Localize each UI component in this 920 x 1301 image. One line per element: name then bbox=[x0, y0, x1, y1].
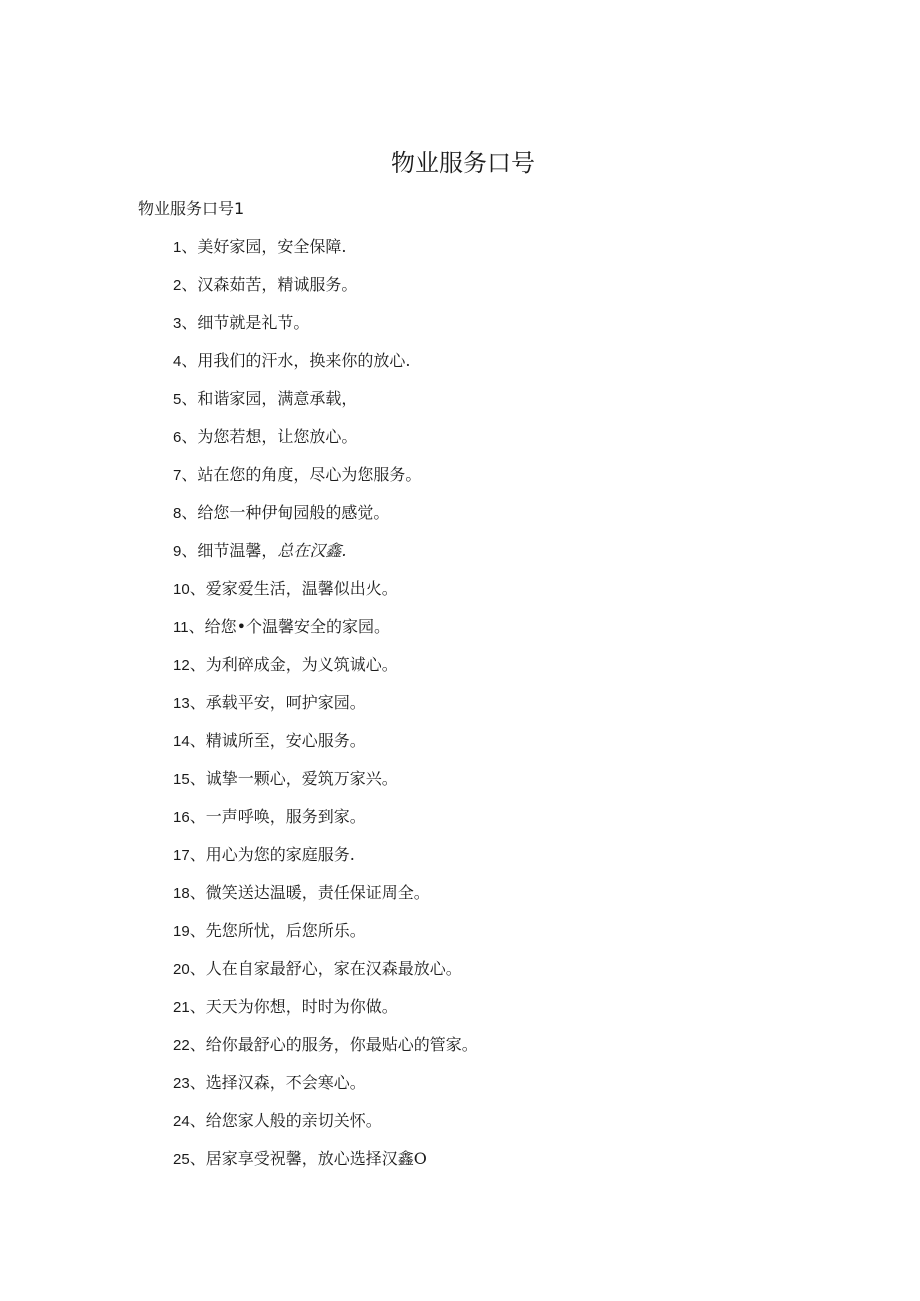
list-item bbox=[173, 235, 478, 273]
list-item bbox=[173, 387, 478, 425]
item-number: 8 bbox=[173, 505, 182, 522]
item-separator: 、 bbox=[181, 313, 198, 332]
item-number: 24 bbox=[173, 1113, 190, 1130]
item-separator: 、 bbox=[188, 617, 205, 636]
list-item bbox=[173, 577, 478, 615]
item-text: 承载平安，呵护家园。 bbox=[205, 693, 366, 712]
list-item bbox=[173, 1147, 478, 1185]
item-number: 4 bbox=[173, 353, 182, 370]
item-separator: 、 bbox=[181, 237, 198, 256]
list-item bbox=[173, 843, 478, 881]
item-number: 1 bbox=[173, 239, 182, 256]
item-text: 用心为您的家庭服务. bbox=[205, 845, 355, 864]
item-separator: 、 bbox=[181, 427, 198, 446]
item-text: 为利碎成金，为义筑诚心。 bbox=[205, 655, 398, 674]
list-item bbox=[173, 501, 478, 539]
item-separator: 、 bbox=[181, 503, 198, 522]
list-item bbox=[173, 539, 478, 577]
item-number: 15 bbox=[173, 771, 190, 788]
item-text: 为您若想，让您放心。 bbox=[197, 427, 358, 446]
list-item bbox=[173, 273, 478, 311]
item-separator: 、 bbox=[181, 541, 198, 560]
item-text: 一声呼唤，服务到家。 bbox=[205, 807, 366, 826]
item-separator: 、 bbox=[189, 1073, 206, 1092]
item-number: 23 bbox=[173, 1075, 190, 1092]
document-title: 物业服务口号 bbox=[391, 149, 535, 177]
item-number: 16 bbox=[173, 809, 190, 826]
item-number: 18 bbox=[173, 885, 190, 902]
item-text: 细节就是礼节。 bbox=[197, 313, 310, 332]
item-text: 汉森茹苦，精诚服务。 bbox=[197, 275, 358, 294]
item-text: 美好家园，安全保障. bbox=[197, 237, 347, 256]
item-separator: 、 bbox=[189, 845, 206, 864]
list-item bbox=[173, 957, 478, 995]
list-item bbox=[173, 1033, 478, 1071]
item-separator: 、 bbox=[181, 351, 198, 370]
item-number: 25 bbox=[173, 1151, 190, 1168]
item-separator: 、 bbox=[181, 389, 198, 408]
list-item bbox=[173, 881, 478, 919]
item-number: 22 bbox=[173, 1037, 190, 1054]
list-item bbox=[173, 729, 478, 767]
list-item bbox=[173, 767, 478, 805]
item-separator: 、 bbox=[181, 465, 198, 484]
item-text: 选择汉森，不会寒心。 bbox=[205, 1073, 366, 1092]
item-number: 17 bbox=[173, 847, 190, 864]
item-number: 5 bbox=[173, 391, 182, 408]
list-item bbox=[173, 311, 478, 349]
list-item bbox=[173, 995, 478, 1033]
list-item bbox=[173, 919, 478, 957]
item-text: 细节温馨， bbox=[197, 541, 278, 560]
item-separator: 、 bbox=[189, 655, 206, 674]
item-separator: 、 bbox=[189, 731, 206, 750]
item-number: 14 bbox=[173, 733, 190, 750]
item-number: 19 bbox=[173, 923, 190, 940]
item-separator: 、 bbox=[181, 275, 198, 294]
item-text: 居家享受祝馨，放心选择汉鑫O bbox=[205, 1149, 427, 1168]
item-text: 总在汉鑫. bbox=[277, 541, 347, 560]
item-text: 站在您的角度，尽心为您服务。 bbox=[197, 465, 422, 484]
item-number: 9 bbox=[173, 543, 182, 560]
item-number: 3 bbox=[173, 315, 182, 332]
item-number: 7 bbox=[173, 467, 182, 484]
item-number: 20 bbox=[173, 961, 190, 978]
item-text: 给您一种伊甸园般的感觉。 bbox=[197, 503, 390, 522]
item-text: 用我们的汗水，换来你的放心. bbox=[197, 351, 411, 370]
list-item bbox=[173, 691, 478, 729]
item-text: 给您家人般的亲切关怀。 bbox=[205, 1111, 382, 1130]
list-item bbox=[173, 349, 478, 387]
list-item bbox=[173, 653, 478, 691]
item-separator: 、 bbox=[189, 693, 206, 712]
item-separator: 、 bbox=[189, 959, 206, 978]
item-number: 6 bbox=[173, 429, 182, 446]
item-text: 精诚所至，安心服务。 bbox=[205, 731, 366, 750]
list-item bbox=[173, 615, 478, 653]
list-item bbox=[173, 463, 478, 501]
item-number: 12 bbox=[173, 657, 190, 674]
item-text: 和谐家园，满意承载， bbox=[197, 389, 358, 408]
item-separator: 、 bbox=[189, 921, 206, 940]
item-separator: 、 bbox=[189, 997, 206, 1016]
item-text: 人在自家最舒心，家在汉森最放心。 bbox=[205, 959, 462, 978]
item-text: 天天为你想，时时为你做。 bbox=[205, 997, 398, 1016]
item-text: 爱家爱生活，温馨似出火。 bbox=[205, 579, 398, 598]
item-number: 2 bbox=[173, 277, 182, 294]
item-separator: 、 bbox=[189, 883, 206, 902]
item-text: 给你最舒心的服务，你最贴心的管家。 bbox=[205, 1035, 478, 1054]
item-text: 先您所忧，后您所乐。 bbox=[205, 921, 366, 940]
item-separator: 、 bbox=[189, 807, 206, 826]
item-separator: 、 bbox=[189, 769, 206, 788]
item-separator: 、 bbox=[189, 579, 206, 598]
section-heading: 物业服务口号1 bbox=[138, 199, 245, 218]
item-text: 给您•个温馨安全的家园。 bbox=[204, 617, 391, 636]
item-number: 21 bbox=[173, 999, 190, 1016]
slogan-list bbox=[173, 235, 478, 1185]
item-number: 13 bbox=[173, 695, 190, 712]
item-separator: 、 bbox=[189, 1149, 206, 1168]
list-item bbox=[173, 1071, 478, 1109]
list-item bbox=[173, 425, 478, 463]
item-separator: 、 bbox=[189, 1111, 206, 1130]
item-separator: 、 bbox=[189, 1035, 206, 1054]
list-item bbox=[173, 805, 478, 843]
item-text: 诚挚一颗心，爱筑万家兴。 bbox=[205, 769, 398, 788]
item-number: 10 bbox=[173, 581, 190, 598]
item-number: 11 bbox=[173, 619, 189, 636]
item-text: 微笑送达温暖，责任保证周全。 bbox=[205, 883, 430, 902]
list-item bbox=[173, 1109, 478, 1147]
